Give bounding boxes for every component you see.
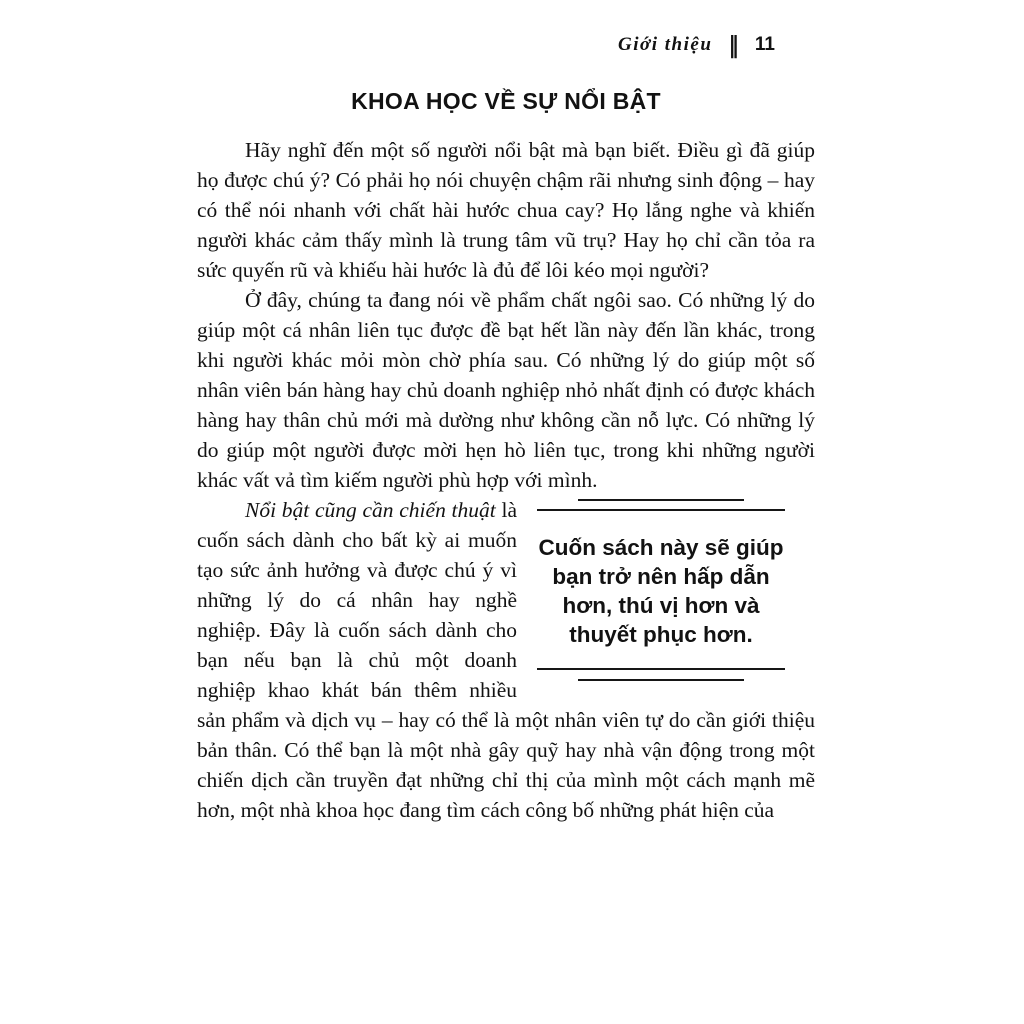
- pull-quote-text: Cuốn sách này sẽ giúp bạn trở nên hấp dẫn hơn, thú vị hơn và thuyết phục hơn.: [538, 535, 784, 647]
- rule-long: [537, 668, 785, 670]
- section-heading: KHOA HỌC VỀ SỰ NỔI BẬT: [351, 88, 661, 114]
- running-header-title: Giới thiệu: [618, 34, 713, 55]
- paragraph-3-text: là cuốn sách dành cho bất kỳ ai muốn tạo sức ảnh hưởng và được chú ý vì những lý do cá nhân hay nghề nghiệp. Đây là cuốn sách dành cho bạn nếu bạn là chủ một doanh nghiệp khao khát bán thêm nhiều sản phẩm và dịch vụ – hay có thể là một nhân viên tự do cần giới thiệu bản thân. Có thể bạn là một nhà gây quỹ hay nhà vận động trong một chiến dịch cần truyền đạt những chỉ thị của mình một cách mạnh mẽ hơn, một nhà khoa học đang tìm cách công bố những phát hiện của: [197, 498, 815, 822]
- double-bar-separator: ‖: [728, 31, 739, 58]
- book-title-reference: Nổi bật cũng cần chiến thuật: [245, 498, 496, 522]
- pull-quote-bottom-rule: [537, 668, 785, 681]
- text-column: [197, 88, 815, 825]
- paragraph-2: Ở đây, chúng ta đang nói về phẩm chất ngôi sao. Có những lý do giúp một cá nhân liên tục được đề bạt hết lần này đến lần khác, trong khi người khác mỏi mòn chờ phía sau. Có những lý do giúp một số nhân viên bán hàng hay chủ doanh nghiệp nhỏ nhất định có được khách hàng hay thân chủ mới mà dường như không cần nỗ lực. Có những lý do giúp một người được mời hẹn hò liên tục, trong khi những người khác vất vả tìm kiếm người phù hợp với mình.: [197, 288, 815, 492]
- pull-quote-box: [537, 499, 785, 681]
- running-header: [618, 31, 775, 58]
- pull-quote-top-rule: [537, 499, 785, 511]
- page-number: 11: [754, 34, 775, 55]
- rule-short: [578, 679, 744, 681]
- paragraph-1: Hãy nghĩ đến một số người nổi bật mà bạn biết. Điều gì đã giúp họ được chú ý? Có phải họ nói chuyện chậm rãi nhưng sinh động – hay có thể nói nhanh với chất hài hước chua cay? Họ lắng nghe và khiến người khác cảm thấy mình là trung tâm vũ trụ? Hay họ chỉ cần tỏa ra sức quyến rũ và khiếu hài hước là đủ để lôi kéo mọi người?: [197, 138, 815, 282]
- paragraph-3: [197, 495, 815, 825]
- rule-short: [578, 499, 744, 501]
